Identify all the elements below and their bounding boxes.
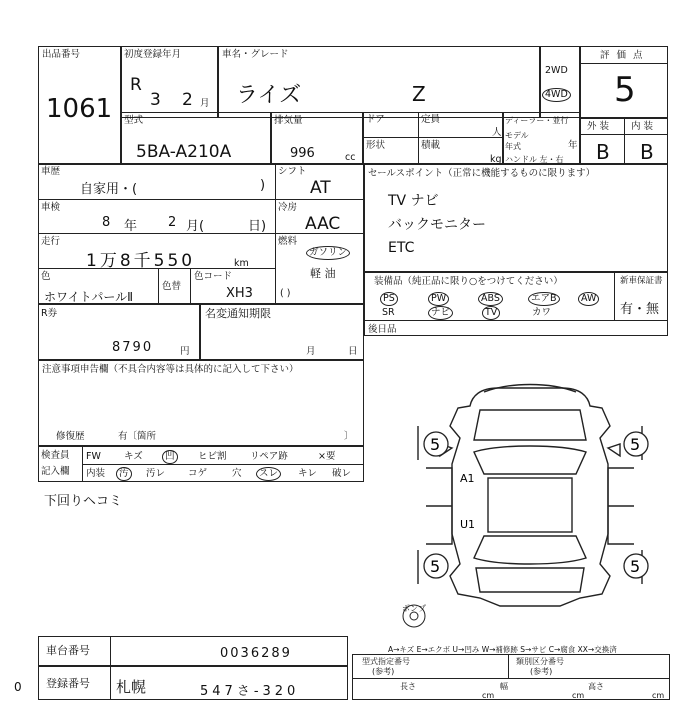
notes-label: 注意事項申告欄（不具合内容等は具体的に記入して下さい） [42, 364, 299, 375]
warranty-value: 有・無 [620, 302, 660, 317]
damage-u1: U1 [460, 518, 476, 531]
handwritten-note: 下回りヘコミ [44, 494, 123, 509]
warranty-label: 新車保証書 [620, 276, 663, 286]
insp-fw: FW [86, 451, 101, 462]
category-label: 類別区分番号 [516, 657, 564, 666]
spec-divider [508, 654, 509, 678]
repair-label: 修復歴 [56, 431, 85, 442]
equip-abs: ABS [478, 292, 503, 306]
cc-unit: cc [345, 152, 356, 163]
insp-crack: ヒビ割 [198, 451, 227, 462]
rear-seat-label: 後日品 [368, 324, 397, 335]
first-reg-label: 初度登録年月 [124, 49, 182, 60]
insp-wear: スレ [256, 467, 281, 481]
mileage-label: 走行 [41, 236, 61, 247]
plate-city: 札幌 [116, 678, 147, 696]
reg-month-unit: 月 [200, 98, 210, 109]
reg-year: 3 [150, 90, 161, 110]
info-row1 [38, 199, 364, 200]
history-close: ) [260, 178, 266, 193]
door-label: ドア [366, 114, 385, 125]
recycle-value: 8790 [112, 340, 154, 355]
equip-aw: AW [578, 292, 599, 306]
spare-label: ポンプ [402, 604, 426, 613]
grades-divider [624, 118, 625, 164]
chassis-divider [110, 636, 111, 666]
displacement-label: 排気量 [274, 115, 303, 126]
insp-day-unit: 日) [248, 219, 267, 234]
inspector-label-1: 検査員 [41, 450, 70, 461]
chassis-value: 0036289 [220, 646, 292, 661]
grades-hdivider [580, 134, 668, 135]
insp-stain: 汚レ [146, 468, 166, 479]
recycle-label: R券 [41, 308, 58, 319]
insp-year: 8 [102, 215, 111, 230]
history-label: 車歴 [41, 166, 61, 177]
exterior-grade: B [596, 140, 610, 164]
model-year-label: モデル年式 [505, 131, 529, 151]
tire-mark-fr: 5 [630, 435, 641, 454]
exterior-label: 外 装 [587, 121, 610, 132]
tire-mark-fl: 5 [430, 435, 441, 454]
score-divider [580, 63, 668, 64]
fuel-gasoline: ガソリン [306, 246, 350, 260]
insp-needs: ×要 [318, 451, 336, 462]
insp-dent: 凹 [162, 450, 178, 464]
reg-month-num: 2 [182, 90, 193, 110]
category-ref: (参考) [530, 667, 553, 676]
history-value: 自家用・( [80, 182, 138, 197]
model-label: 型式 [124, 115, 144, 126]
length-cm: cm [482, 691, 495, 700]
car-diagram [380, 374, 680, 618]
sales-line-2: バックモニター [388, 217, 486, 233]
sales-label: セールスポイント（正常に機能するものに限ります） [368, 168, 596, 179]
equip-airbag: エアB [528, 292, 560, 306]
insp-cut: キレ [298, 468, 317, 479]
insp-month: 2 [168, 215, 177, 230]
drive-4wd: 4WD [542, 88, 571, 102]
insp-hole: 穴 [232, 468, 242, 479]
plate-divider [110, 666, 111, 700]
equip-tv: TV [482, 306, 500, 320]
car-name: ライズ [236, 83, 302, 108]
insp-month-unit: 月( [186, 219, 205, 234]
equip-pw: PW [428, 292, 449, 306]
type-designation: 型式指定番号 [362, 657, 410, 666]
inspector-hline [82, 464, 364, 465]
repair-close: 〕 [344, 431, 354, 442]
shape-label: 形状 [366, 140, 386, 151]
insp-repair-trace: リペア跡 [250, 451, 288, 462]
tire-mark-rr: 5 [630, 557, 641, 576]
repair-value: 有〔箇所 [118, 431, 157, 442]
type-ref: (参考) [372, 667, 395, 676]
plate-number: 547さ-320 [200, 684, 300, 699]
tire-mark-rl: 5 [430, 557, 441, 576]
drive-2wd: 2WD [545, 65, 568, 76]
damage-legend: A→キズ E→エクボ U→凹み W→補修跡 S→サビ C→腐食 XX→交換済 [388, 645, 617, 654]
equipment-label: 装備品（純正品に限り○をつけてください） [374, 276, 563, 287]
equip-sr: SR [382, 307, 395, 318]
insp-burn: コゲ [188, 468, 208, 479]
color-change-label: 色替 [162, 281, 182, 292]
equipment-hline [364, 320, 668, 321]
color-code-label: 色コード [194, 271, 233, 282]
fuel-light-oil: 軽 油 [310, 267, 336, 280]
equip-leather: カワ [532, 307, 552, 318]
drive-box [540, 46, 580, 118]
handle-label: ハンドル 左・右 [505, 155, 564, 164]
kg-unit: kg [490, 154, 502, 165]
insp-year-unit: 年 [124, 219, 138, 234]
sales-line-3: ETC [388, 240, 415, 256]
door-hdivider [363, 137, 503, 138]
spec-hline [352, 678, 670, 679]
insp-interior: 内装 [86, 468, 106, 479]
load-label: 積載 [421, 140, 441, 151]
model-code: 5BA-A210A [136, 142, 232, 162]
fuel-label: 燃料 [278, 236, 298, 247]
score-label: 評 価 点 [600, 50, 645, 61]
lot-number: 1061 [46, 94, 113, 124]
shift-value: AT [310, 178, 331, 198]
door-divider [418, 112, 419, 164]
year-unit: 年 [568, 140, 578, 151]
interior-label: 内 装 [631, 121, 654, 132]
inspection-label: 車検 [41, 202, 61, 213]
shift-label: シフト [278, 166, 307, 177]
damage-a1: A1 [460, 472, 475, 485]
color-divider [158, 268, 159, 304]
mileage-value: 1万8千550 [86, 251, 196, 271]
grade: Z [412, 82, 426, 106]
color-code-divider [190, 268, 191, 304]
color-value: ホワイトパールⅡ [44, 290, 134, 304]
fuel-paren: ( ) [280, 288, 291, 299]
height-cm: cm [652, 691, 665, 700]
equipment-divider [614, 272, 615, 320]
notice-day: 日 [348, 346, 358, 357]
sales-line-1: TV ナビ [388, 193, 439, 209]
car-label: 車名・グレード [222, 49, 289, 60]
interior-grade: B [640, 140, 654, 164]
era: R [130, 75, 142, 95]
yen-unit: 円 [180, 346, 190, 357]
notice-label: 名変通知期限 [205, 307, 271, 320]
chassis-label: 車台番号 [46, 644, 90, 657]
insp-scratch: キズ [124, 451, 143, 462]
color-label: 色 [41, 271, 51, 282]
insp-tear: 破レ [332, 468, 352, 479]
score-value: 5 [614, 70, 636, 110]
left-mark: 0 [14, 680, 22, 694]
width-cm: cm [572, 691, 585, 700]
width-label: 幅 [500, 682, 508, 691]
plate-label: 登録番号 [46, 677, 90, 690]
ac-label: 冷房 [278, 202, 298, 213]
length-label: 長さ [400, 682, 416, 691]
person-unit: 人 [492, 127, 502, 138]
displacement-value: 996 [290, 146, 315, 161]
dealer-label: ディーラー・並行 [505, 116, 569, 125]
ac-value: AAC [305, 214, 341, 234]
equip-navi: ナビ [428, 306, 453, 320]
info-divider [275, 164, 276, 304]
insp-dirt-circled: 汚 [116, 467, 132, 481]
km-unit: km [234, 258, 249, 269]
height-label: 高さ [588, 682, 604, 691]
capacity-label: 定員 [421, 114, 441, 125]
equip-ps: PS [380, 292, 398, 306]
inspector-label-2: 記入欄 [41, 466, 70, 477]
lot-label: 出品番号 [42, 49, 81, 60]
notice-month: 月 [306, 346, 316, 357]
color-code: XH3 [226, 286, 253, 301]
